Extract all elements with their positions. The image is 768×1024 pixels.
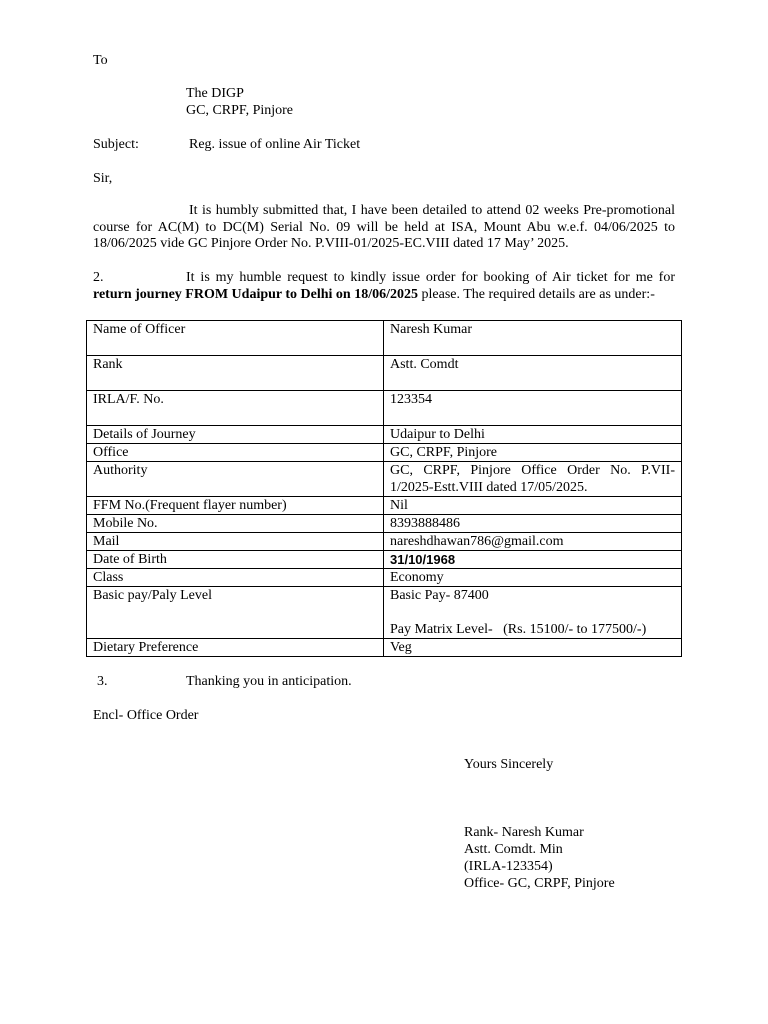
signature-line-3: (IRLA-123354) bbox=[464, 859, 553, 874]
addressee-line-1: The DIGP bbox=[186, 86, 244, 101]
paragraph-2-text bbox=[93, 270, 675, 303]
journey-label: Details of Journey bbox=[87, 426, 384, 444]
basic-pay: Basic Pay- 87400 bbox=[390, 588, 489, 603]
table-row bbox=[87, 391, 682, 426]
pay-label: Basic pay/Paly Level bbox=[87, 587, 384, 639]
table-row bbox=[87, 515, 682, 533]
enclosure: Encl- Office Order bbox=[93, 708, 199, 723]
salutation: Sir, bbox=[93, 171, 113, 186]
closing: Yours Sincerely bbox=[464, 757, 554, 772]
subject-text: Reg. issue of online Air Ticket bbox=[189, 137, 361, 152]
dob-value: 31/10/1968 bbox=[384, 551, 682, 569]
table-row bbox=[87, 587, 682, 639]
table-row bbox=[87, 497, 682, 515]
dob-label: Date of Birth bbox=[87, 551, 384, 569]
table-row bbox=[87, 639, 682, 657]
paragraph-2-number: 2. bbox=[93, 270, 104, 285]
ffm-value: Nil bbox=[384, 497, 682, 515]
class-value: Economy bbox=[384, 569, 682, 587]
authority-label: Authority bbox=[87, 462, 384, 497]
table-row bbox=[87, 426, 682, 444]
paragraph-2-bold: return journey FROM Udaipur to Delhi on 18/06/2025 bbox=[93, 286, 418, 302]
signature-line-1: Rank- Naresh Kumar bbox=[464, 825, 584, 840]
signature-line-2: Astt. Comdt. Min bbox=[464, 842, 563, 857]
irla-value: 123354 bbox=[384, 391, 682, 426]
class-label: Class bbox=[87, 569, 384, 587]
table-row bbox=[87, 551, 682, 569]
irla-label: IRLA/F. No. bbox=[87, 391, 384, 426]
pay-matrix: Pay Matrix Level- (Rs. 15100/- to 177500/-) bbox=[390, 622, 647, 637]
details-table bbox=[86, 320, 682, 657]
table-row bbox=[87, 321, 682, 356]
paragraph-1-text: It is humbly submitted that, I have been detailed to attend 02 weeks Pre-promotional course for AC(M) to DC(M) Serial No. 09 will be held at ISA, Mount Abu w.e.f. 04/06/2025 to 18/06/2025 vide GC Pinjore Order No. P.VIII-01/2025-EC.VIII dated 17 May’ 2025. bbox=[93, 203, 675, 251]
mobile-label: Mobile No. bbox=[87, 515, 384, 533]
paragraph-1 bbox=[93, 203, 675, 253]
table-row bbox=[87, 444, 682, 462]
rank-label: Rank bbox=[87, 356, 384, 391]
diet-label: Dietary Preference bbox=[87, 639, 384, 657]
mail-value: nareshdhawan786@gmail.com bbox=[384, 533, 682, 551]
table-row bbox=[87, 356, 682, 391]
journey-value: Udaipur to Delhi bbox=[384, 426, 682, 444]
paragraph-2 bbox=[93, 270, 675, 303]
to-line: To bbox=[93, 53, 108, 68]
pay-value bbox=[384, 587, 682, 639]
table-row bbox=[87, 533, 682, 551]
mobile-value: 8393888486 bbox=[384, 515, 682, 533]
signature-line-4: Office- GC, CRPF, Pinjore bbox=[464, 876, 615, 891]
name-value: Naresh Kumar bbox=[384, 321, 682, 356]
table-row bbox=[87, 569, 682, 587]
paragraph-3-text: Thanking you in anticipation. bbox=[186, 674, 352, 689]
diet-value: Veg bbox=[384, 639, 682, 657]
authority-value: GC, CRPF, Pinjore Office Order No. P.VII-1/2025-Estt.VIII dated 17/05/2025. bbox=[384, 462, 682, 497]
office-value: GC, CRPF, Pinjore bbox=[384, 444, 682, 462]
table-row bbox=[87, 462, 682, 497]
office-label: Office bbox=[87, 444, 384, 462]
paragraph-2-post: please. The required details are as under:- bbox=[418, 286, 655, 302]
paragraph-2-pre: It is my humble request to kindly issue order for booking of Air ticket for me for bbox=[186, 270, 675, 285]
name-label: Name of Officer bbox=[87, 321, 384, 356]
mail-label: Mail bbox=[87, 533, 384, 551]
paragraph-3-number: 3. bbox=[97, 674, 108, 689]
subject-label: Subject: bbox=[93, 137, 139, 152]
ffm-label: FFM No.(Frequent flayer number) bbox=[87, 497, 384, 515]
rank-value: Astt. Comdt bbox=[384, 356, 682, 391]
addressee-line-2: GC, CRPF, Pinjore bbox=[186, 103, 294, 118]
